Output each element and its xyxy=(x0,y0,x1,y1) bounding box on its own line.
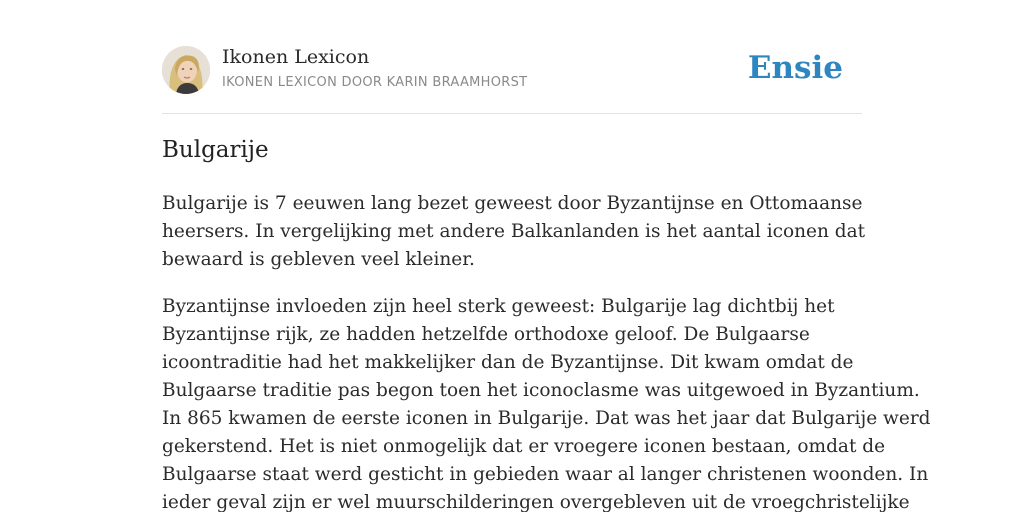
article-paragraph xyxy=(162,293,931,512)
text-line: Bulgaarse staat werd gesticht in gebieden waar al langer christenen woonden. In xyxy=(162,464,929,485)
author-avatar-image xyxy=(162,46,210,94)
article-body xyxy=(162,190,931,512)
text-line: Bulgarije is 7 eeuwen lang bezet geweest door Byzantijnse en Ottomaanse xyxy=(162,193,863,214)
text-line: heersers. In vergelijking met andere Balkanlanden is het aantal iconen dat xyxy=(162,221,866,242)
header-divider xyxy=(162,113,862,114)
text-line: gekerstend. Het is niet onmogelijk dat er vroegere iconen bestaan, omdat de xyxy=(162,436,886,457)
text-line: bewaard is gebleven veel kleiner. xyxy=(162,249,475,270)
text-line: Byzantijnse invloeden zijn heel sterk geweest: Bulgarije lag dichtbij het xyxy=(162,296,835,317)
text-line: ieder geval zijn er wel muurschilderingen overgebleven uit de vroegchristelijke xyxy=(162,492,910,512)
author-name[interactable]: Ikonen Lexicon xyxy=(222,46,370,68)
author-avatar[interactable] xyxy=(162,46,210,94)
author-header xyxy=(162,46,862,96)
text-line: Byzantijnse rijk, ze hadden hetzelfde orthodoxe geloof. De Bulgaarse xyxy=(162,324,810,345)
text-line: icoontraditie had het makkelijker dan de Byzantijnse. Dit kwam omdat de xyxy=(162,352,854,373)
article-paragraph xyxy=(162,190,866,274)
author-subtitle: IKONEN LEXICON DOOR KARIN BRAAMHORST xyxy=(222,75,528,90)
brand-logo[interactable]: Ensie xyxy=(747,50,843,86)
text-line: Bulgaarse traditie pas begon toen het iconoclasme was uitgewoed in Byzantium. xyxy=(162,380,920,401)
article-title: Bulgarije xyxy=(162,137,269,163)
text-line: In 865 kwamen de eerste iconen in Bulgarije. Dat was het jaar dat Bulgarije werd xyxy=(162,408,931,429)
